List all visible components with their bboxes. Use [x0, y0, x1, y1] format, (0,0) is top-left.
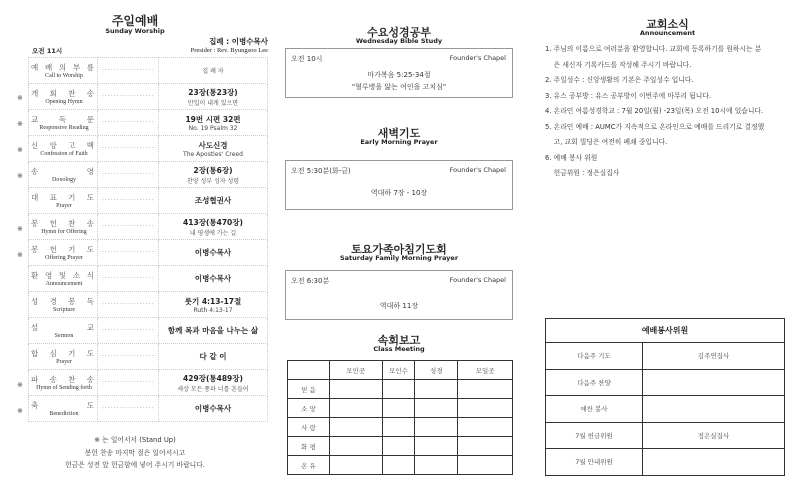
class-cell[interactable] — [382, 437, 415, 456]
item-value — [159, 318, 268, 344]
saturday-time: 오전 6:30분 — [291, 277, 330, 285]
label-char: 합 — [31, 349, 39, 358]
item-label — [29, 58, 98, 84]
item-label-ko — [31, 400, 97, 411]
item-value-main: 2장(통6장) — [193, 165, 233, 175]
worship-row — [29, 396, 268, 422]
worship-row — [29, 136, 268, 162]
label-char: 식 — [86, 271, 94, 280]
item-label-en: Scripture — [53, 307, 75, 313]
dawn-box — [285, 160, 513, 210]
class-row — [288, 399, 513, 418]
saturday-scripture: 역대하 11장 — [379, 302, 419, 310]
class-title: 속회보고 — [377, 334, 421, 347]
class-cell[interactable] — [458, 418, 513, 437]
class-header-cell: 모인곳 — [329, 361, 382, 380]
class-cell[interactable] — [382, 380, 415, 399]
item-label-ko — [31, 374, 97, 385]
item-value — [159, 136, 268, 162]
item-value-main: 함께 복과 마음을 나누는 삶 — [167, 326, 259, 335]
item-label-ko — [31, 88, 97, 99]
news-subtitle: Announcement — [639, 29, 696, 37]
item-label-en: Responsive Reading — [39, 125, 89, 131]
label-char: 경 — [49, 297, 57, 306]
class-cell[interactable] — [329, 456, 382, 475]
server-role: 7월 안내위원 — [546, 449, 643, 476]
wednesday-time: 오전 10시 — [291, 55, 323, 63]
label-char: 도 — [86, 193, 94, 202]
announcement-line: 은 새신자 기록카드를 작성해 주시기 바랍니다. — [545, 60, 692, 69]
label-char: 도 — [86, 245, 94, 254]
item-value-main: 23장(통23장) — [188, 87, 238, 97]
label-char: 파 — [31, 375, 39, 384]
item-value-sub: 집 례 자 — [202, 68, 224, 75]
label-char: 성 — [31, 297, 39, 306]
item-label-en: Doxology — [52, 177, 76, 183]
leader-dots: ·················· — [98, 188, 159, 214]
item-label-ko — [31, 348, 97, 359]
item-value-sub: No. 19 Psalm 32 — [188, 124, 238, 132]
label-char: 교 — [31, 115, 39, 124]
item-value-sub: 내 평생에 가는 길 — [189, 229, 237, 237]
wednesday-scripture: 마가복음 5:25-34절 — [367, 71, 431, 79]
class-cell[interactable] — [329, 380, 382, 399]
label-char: 찬 — [68, 375, 76, 384]
label-char: 봉 — [31, 219, 39, 228]
announcement-line: 2. 주일성수 : 신앙생활의 기본은 주일성수 입니다. — [545, 76, 694, 84]
class-cell[interactable] — [415, 399, 458, 418]
item-label-ko — [31, 244, 97, 255]
announcement-line: 3. 유스 공부방 : 유스 공부방이 이번주에 마무리 됩니다. — [545, 91, 712, 100]
item-value — [159, 188, 268, 214]
label-char: 교 — [86, 323, 94, 332]
item-value — [159, 110, 268, 136]
label-char: 헌 — [49, 245, 57, 254]
item-value-main: 이병수목사 — [194, 274, 232, 283]
item-label — [29, 110, 98, 136]
announcement-line: 고, 교회 빌딩은 여전히 폐쇄 중입니다. — [545, 138, 668, 146]
stand-up-icon: ※ — [17, 146, 23, 155]
class-cell[interactable] — [382, 418, 415, 437]
server-name: 김주연집사 — [643, 343, 785, 370]
item-label — [29, 318, 98, 344]
label-char: 부 — [72, 63, 81, 72]
item-label-en: Opening Hymn — [45, 99, 83, 105]
item-label — [29, 84, 98, 110]
leader-dots: ·················· — [98, 240, 159, 266]
leader-dots: ·················· — [98, 344, 159, 370]
class-name: 화 평 — [288, 437, 330, 456]
servers-title: 예배봉사위원 — [546, 319, 785, 343]
announcement-line: 6. 예배 봉사 위원 — [545, 153, 598, 162]
worship-row — [29, 344, 268, 370]
label-char: 송 — [31, 167, 39, 176]
item-label-en: Hymn of Sending forth — [36, 385, 92, 391]
label-char: 영 — [44, 271, 53, 280]
item-value — [159, 58, 268, 84]
class-name: 믿 음 — [288, 380, 330, 399]
item-label-ko — [31, 62, 97, 73]
label-char: 설 — [31, 323, 39, 332]
label-char: 백 — [86, 141, 94, 150]
class-row — [288, 437, 513, 456]
dawn-title: 새벽기도 — [377, 127, 421, 140]
item-label — [29, 240, 98, 266]
announcement-line: 1. 주님의 이름으로 여러분을 환영합니다. 교회에 등록하기를 원하시는 분 — [545, 45, 762, 53]
item-value — [159, 396, 268, 422]
label-char: 의 — [58, 63, 67, 72]
label-char: 독 — [86, 297, 94, 306]
label-char: 봉 — [68, 297, 76, 306]
leader-dots: ·················· — [98, 136, 159, 162]
item-value — [159, 214, 268, 240]
wednesday-title: 수요성경공부 — [367, 26, 431, 39]
leader-dots: ·················· — [98, 214, 159, 240]
item-value-main: 조성협권사 — [194, 196, 232, 205]
item-label-en: Confession of Faith — [40, 151, 88, 157]
label-char: 대 — [31, 193, 39, 202]
worship-row — [29, 292, 268, 318]
class-cell[interactable] — [415, 380, 458, 399]
label-char: 배 — [44, 63, 53, 72]
class-cell[interactable] — [458, 399, 513, 418]
label-char: 봉 — [31, 245, 39, 254]
item-value — [159, 84, 268, 110]
saturday-place: Founder's Chapel — [449, 276, 506, 284]
label-char: 고 — [68, 141, 76, 150]
class-header-cell — [288, 361, 330, 380]
item-label-en: Sermon — [54, 333, 74, 339]
label-char: 예 — [31, 63, 39, 72]
server-name — [643, 449, 785, 476]
item-label-en: Announcement — [45, 281, 83, 287]
label-char: 환 — [31, 271, 39, 280]
servers-row — [546, 343, 785, 370]
label-char: 표 — [49, 193, 57, 202]
item-label — [29, 370, 98, 396]
item-label-ko — [31, 192, 97, 203]
item-label — [29, 266, 98, 292]
server-name: 정은실집사 — [643, 422, 785, 449]
sunday-title: 주일예배 — [111, 14, 159, 28]
label-char: 독 — [58, 115, 67, 124]
wednesday-subtitle: Wednesday Bible Study — [355, 37, 443, 45]
leader-dots: ·················· — [98, 110, 159, 136]
class-cell[interactable] — [458, 437, 513, 456]
leader-dots: ·················· — [98, 58, 159, 84]
class-cell[interactable] — [415, 456, 458, 475]
saturday-subtitle: Saturday Family Morning Prayer — [339, 254, 459, 262]
label-char: 도 — [86, 401, 94, 410]
worship-row — [29, 214, 268, 240]
dawn-place: Founder's Chapel — [449, 166, 506, 174]
item-value-main: 413장(통470장) — [183, 217, 243, 227]
class-cell[interactable] — [458, 380, 513, 399]
class-row — [288, 418, 513, 437]
item-label-en: Call to Worship — [45, 73, 83, 79]
item-label-ko — [31, 296, 97, 307]
class-cell[interactable] — [382, 456, 415, 475]
class-meeting-table — [287, 360, 513, 475]
worship-row — [29, 266, 268, 292]
presider-ko: 집례 : 이병수목사 — [209, 37, 268, 46]
item-label — [29, 214, 98, 240]
item-value-sub: 만입이 내게 있으면 — [187, 99, 239, 107]
item-label-ko — [31, 114, 97, 125]
item-value-main: 다 같 이 — [199, 352, 227, 361]
class-cell[interactable] — [415, 437, 458, 456]
server-role: 7월 헌금위원 — [546, 422, 643, 449]
item-label — [29, 188, 98, 214]
presider-en: Presider : Rev. Byungsoo Lee — [190, 47, 268, 54]
worship-row — [29, 110, 268, 136]
footer-line: 봉헌 찬송 마지막 절은 일어서시고 — [84, 448, 186, 457]
item-value — [159, 344, 268, 370]
label-char: 름 — [86, 63, 94, 72]
class-cell[interactable] — [415, 418, 458, 437]
leader-dots: ·················· — [98, 370, 159, 396]
servers-row — [546, 369, 785, 396]
sunday-subtitle: Sunday Worship — [105, 27, 165, 35]
server-name — [643, 396, 785, 423]
label-char: 찬 — [68, 219, 76, 228]
worship-footer — [0, 434, 270, 472]
stand-up-icon: ※ — [17, 224, 23, 233]
label-char: 축 — [31, 401, 39, 410]
class-header-cell: 모인수 — [382, 361, 415, 380]
item-value — [159, 162, 268, 188]
label-char: 및 — [58, 271, 67, 280]
worship-row — [29, 370, 268, 396]
class-name: 사 랑 — [288, 418, 330, 437]
wednesday-box — [285, 48, 513, 98]
class-header-row — [288, 361, 513, 380]
item-label-ko — [31, 270, 97, 281]
item-label — [29, 396, 98, 422]
announcement-list — [545, 42, 793, 182]
server-role: 다음주 기도 — [546, 343, 643, 370]
label-char: 찬 — [68, 89, 76, 98]
footer-line: ※ 는 일어서서 (Stand Up) — [94, 436, 176, 444]
item-value — [159, 266, 268, 292]
item-label-ko — [31, 218, 97, 229]
item-label-en: Prayer — [56, 203, 72, 209]
item-label-en: Prayer — [56, 359, 72, 365]
item-value-sub: 세상 모든 풍파 너를 흔들어 — [177, 385, 249, 393]
news-title: 교회소식 — [646, 18, 689, 31]
item-value-main: 429장(통489장) — [183, 373, 243, 383]
item-value-sub: 찬양 성부 성자 성령 — [186, 177, 240, 185]
item-label-ko — [31, 166, 97, 177]
stand-up-icon: ※ — [17, 120, 23, 129]
class-row — [288, 380, 513, 399]
item-label-en: Hymn for Offering — [41, 229, 87, 235]
label-char: 송 — [86, 375, 94, 384]
server-role: 다음주 찬양 — [546, 369, 643, 396]
stand-up-icon: ※ — [17, 94, 23, 103]
label-char: 기 — [68, 245, 76, 254]
item-label-en: Benediction — [49, 411, 79, 417]
class-cell[interactable] — [329, 437, 382, 456]
leader-dots: ·················· — [98, 396, 159, 422]
leader-dots: ·················· — [98, 84, 159, 110]
leader-dots: ·················· — [98, 266, 159, 292]
item-value-main: 룻기 4:13-17절 — [184, 296, 242, 306]
label-char: 심 — [49, 349, 57, 358]
label-char: 송 — [49, 375, 57, 384]
dawn-subtitle: Early Morning Prayer — [360, 138, 438, 146]
worship-row — [29, 162, 268, 188]
label-char: 개 — [31, 89, 39, 98]
label-char: 문 — [86, 115, 94, 124]
label-char: 헌 — [49, 219, 57, 228]
announcement-line: 5. 온라인 예배 : AUMC가 지속적으로 온라인으로 예배를 드리기로 결정했 — [545, 122, 765, 131]
stand-up-icon: ※ — [17, 250, 23, 259]
wednesday-place: Founder's Chapel — [449, 54, 506, 62]
item-value — [159, 370, 268, 396]
label-char: 신 — [31, 141, 39, 150]
stand-up-icon: ※ — [17, 407, 23, 416]
item-value-sub: The Apostles' Creed — [183, 150, 243, 158]
label-char: 도 — [86, 349, 94, 358]
class-cell[interactable] — [382, 399, 415, 418]
label-char: 기 — [68, 193, 76, 202]
item-label — [29, 136, 98, 162]
class-subtitle: Class Meeting — [373, 345, 425, 353]
label-char: 소 — [72, 271, 81, 280]
service-time: 오전 11시 — [32, 47, 63, 55]
class-cell[interactable] — [458, 456, 513, 475]
label-char: 송 — [86, 89, 94, 98]
worship-row — [29, 188, 268, 214]
label-char: 회 — [49, 89, 57, 98]
worship-row — [29, 240, 268, 266]
item-label-ko — [31, 322, 97, 333]
announcement-line: 4. 온라인 여름성경학교 : 7월 20일(월) -23일(목) 오전 10시에 있습니다. — [545, 107, 764, 115]
label-char: 영 — [86, 167, 94, 176]
stand-up-icon: ※ — [17, 172, 23, 181]
server-name — [643, 369, 785, 396]
item-value-main: 이병수목사 — [194, 404, 232, 413]
dawn-time: 오전 5:30분(화-금) — [291, 167, 351, 175]
item-value — [159, 240, 268, 266]
label-char: 송 — [86, 219, 94, 228]
class-name: 소 망 — [288, 399, 330, 418]
leader-dots: ·················· — [98, 292, 159, 318]
dawn-scripture: 역대하 7장 - 10장 — [370, 189, 428, 197]
servers-header-row — [546, 319, 785, 343]
item-value-main: 이병수목사 — [194, 248, 232, 257]
class-header-cell: 모일곳 — [458, 361, 513, 380]
item-label-ko — [31, 140, 97, 151]
item-value-sub: Ruth 4:13-17 — [193, 306, 233, 314]
footer-line: 헌금은 성전 앞 헌금함에 넣어 주시기 바랍니다. — [65, 461, 205, 469]
worship-servers-table — [545, 318, 785, 476]
label-char: 기 — [68, 349, 76, 358]
announcement-line: 헌금위원 : 정은실집사 — [545, 169, 620, 177]
wednesday-topic: "혈루병을 앓는 여인을 고치심" — [351, 83, 447, 91]
server-role: 애찬 봉사 — [546, 396, 643, 423]
class-header-cell: 성경 — [415, 361, 458, 380]
servers-row — [546, 396, 785, 423]
label-char: 앙 — [49, 141, 57, 150]
leader-dots: ·················· — [98, 318, 159, 344]
leader-dots: ·················· — [98, 162, 159, 188]
stand-up-icon: ※ — [17, 381, 23, 390]
item-label — [29, 292, 98, 318]
item-label — [29, 162, 98, 188]
order-of-worship-table — [28, 57, 268, 422]
class-cell[interactable] — [329, 418, 382, 437]
worship-row — [29, 318, 268, 344]
servers-row — [546, 422, 785, 449]
item-value — [159, 292, 268, 318]
item-value-main: 사도신경 — [198, 140, 228, 150]
saturday-title: 토요가족아침기도회 — [351, 243, 447, 256]
class-row — [288, 456, 513, 475]
worship-row — [29, 84, 268, 110]
class-name: 온 유 — [288, 456, 330, 475]
worship-row — [29, 58, 268, 84]
item-value-main: 19번 시편 32편 — [185, 114, 241, 124]
item-label — [29, 344, 98, 370]
item-label-en: Offering Prayer — [45, 255, 83, 261]
class-cell[interactable] — [329, 399, 382, 418]
saturday-box — [285, 270, 513, 320]
servers-row — [546, 449, 785, 476]
